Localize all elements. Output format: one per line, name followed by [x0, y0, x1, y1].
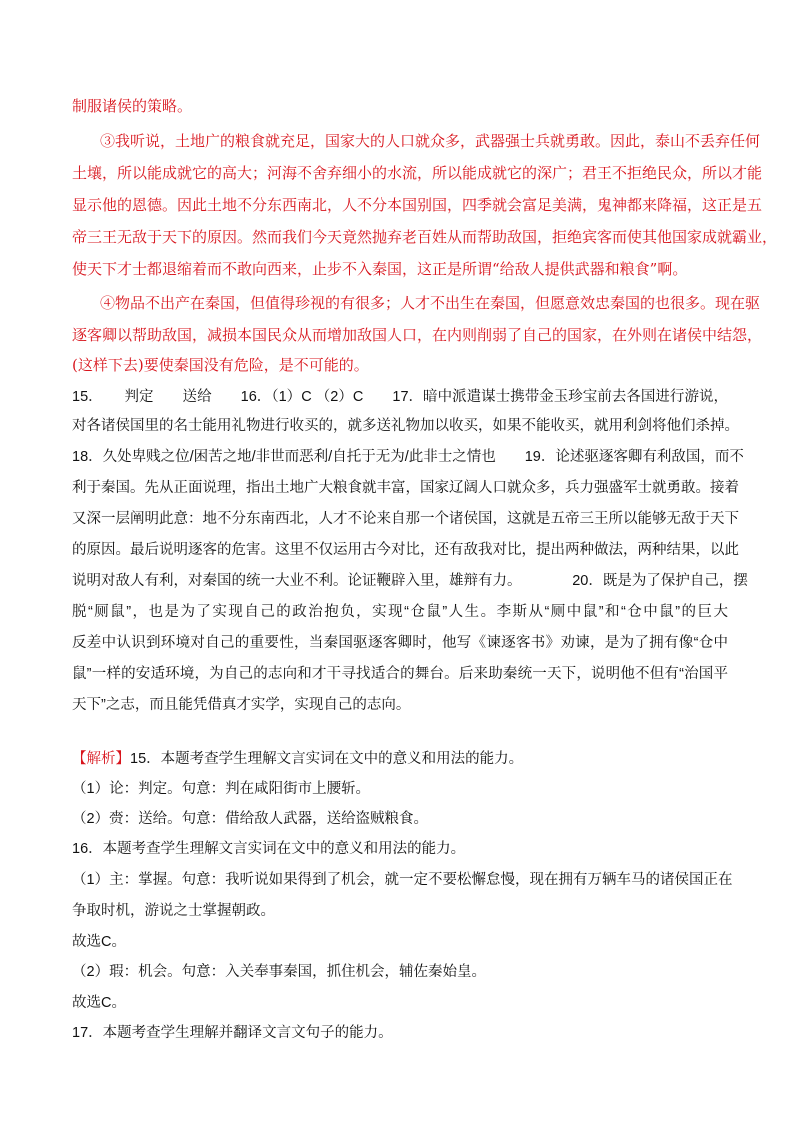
analysis-heading-line — [72, 749, 523, 769]
analysis-line: 争取时机，游说之士掌握朝政。 — [72, 903, 275, 919]
translation-line: 帝三王无敌于天下的原因。然而我们今天竟然抛弃老百姓从而帮助敌国，拒绝宾客而使其他国家成就霸业， — [72, 228, 778, 246]
analysis-badge: 【解析】 — [72, 751, 130, 767]
analysis-first-line: 15．本题考查学生理解文言实词在文中的意义和用法的能力。 — [130, 751, 524, 767]
answer-line: 鼠”一样的安适环境，为自己的志向和才干寻找适合的舞台。后来助秦统一天下，说明他不但有“治国平 — [72, 666, 728, 682]
analysis-line: （1）论：判定。句意：判在咸阳街市上腰斩。 — [72, 781, 371, 797]
answer-line: 的原因。最后说明逐客的危害。这里不仅运用古今对比，还有敌我对比，提出两种做法，两种结果，以此 — [72, 542, 739, 558]
translation-line: 显示他的恩德。因此土地不分东西南北，人不分本国别国，四季就会富足美满，鬼神都来降福，这正是五 — [72, 196, 763, 214]
analysis-line: 故选C。 — [72, 995, 126, 1011]
analysis-line: 17．本题考查学生理解并翻译文言文句子的能力。 — [72, 1025, 393, 1041]
analysis-line: （1）主：掌握。句意：我听说如果得到了机会，就一定不要松懈怠慢，现在拥有万辆车马的诸侯国正在 — [72, 872, 733, 888]
analysis-line: 故选C。 — [72, 934, 126, 950]
answer-line: 说明对敌人有利，对秦国的统一大业不利。论证鞭辟入里，雄辩有力。 20．既是为了保护自己，摆 — [72, 573, 748, 589]
answer-line: 18．久处卑贱之位/困苦之地/非世而恶利/自托于无为/此非士之情也 19．论述驱逐客卿有利敌国，而不 — [72, 449, 744, 465]
translation-paragraph-3-start: ③我听说，土地广的粮食就充足，国家大的人口就众多，武器强士兵就勇敢。因此，泰山不丢弃任何 — [100, 132, 761, 150]
translation-line: 土壤，所以能成就它的高大；河海不舍弃细小的水流，所以能成就它的深广；君王不拒绝民众，所以才能 — [72, 164, 763, 182]
translation-line: 制服诸侯的策略。 — [72, 97, 193, 115]
answer-line: 对各诸侯国里的名士能用礼物进行收买的，就多送礼物加以收买，如果不能收买，就用利剑将他们杀掉。 — [72, 418, 739, 434]
analysis-line: 16．本题考查学生理解文言实词在文中的意义和用法的能力。 — [72, 841, 466, 857]
answer-line: 又深一层阐明此意：地不分东南西北，人才不论来自那一个诸侯国，这就是五帝三王所以能够无敌于天下 — [72, 511, 739, 527]
answer-line: 15． 判定 送给 16．（1）C （2）C 17．暗中派遣谋士携带金玉珍宝前去各国进行游说， — [72, 389, 728, 405]
translation-paragraph-4-start: ④物品不出产在秦国，但值得珍视的有很多；人才不出生在秦国，但愿意效忠秦国的也很多。现在驱 — [100, 294, 761, 312]
answer-line: 反差中认识到环境对自己的重要性，当秦国驱逐客卿时，他写《谏逐客书》劝谏，是为了拥有像“仓中 — [72, 635, 728, 651]
answer-line: 脱“厕鼠”，也是为了实现自己的政治抱负，实现“仓鼠”人生。李斯从“厕中鼠”和“仓中鼠”的巨大 — [72, 604, 728, 620]
translation-line: (这样下去)要使秦国没有危险，是不可能的。 — [72, 356, 369, 374]
translation-line: 使天下才士都退缩着而不敢向西来，止步不入秦国，这正是所谓“给敌人提供武器和粮食”啊。 — [72, 260, 688, 278]
answer-line: 天下”之志，而且能凭借真才实学，实现自己的志向。 — [72, 697, 411, 713]
translation-line: 逐客卿以帮助敌国，减损本国民众从而增加敌国人口，在内则削弱了自己的国家，在外则在诸侯中结怨， — [72, 326, 763, 344]
analysis-line: （2）瑕：机会。句意：入关奉事秦国，抓住机会，辅佐秦始皇。 — [72, 964, 487, 980]
analysis-line: （2）赍：送给。句意：借给敌人武器，送给盗贼粮食。 — [72, 811, 429, 827]
answer-line: 利于秦国。先从正面说理，指出土地广大粮食就丰富，国家辽阔人口就众多，兵力强盛军士就勇敢。接着 — [72, 480, 739, 496]
